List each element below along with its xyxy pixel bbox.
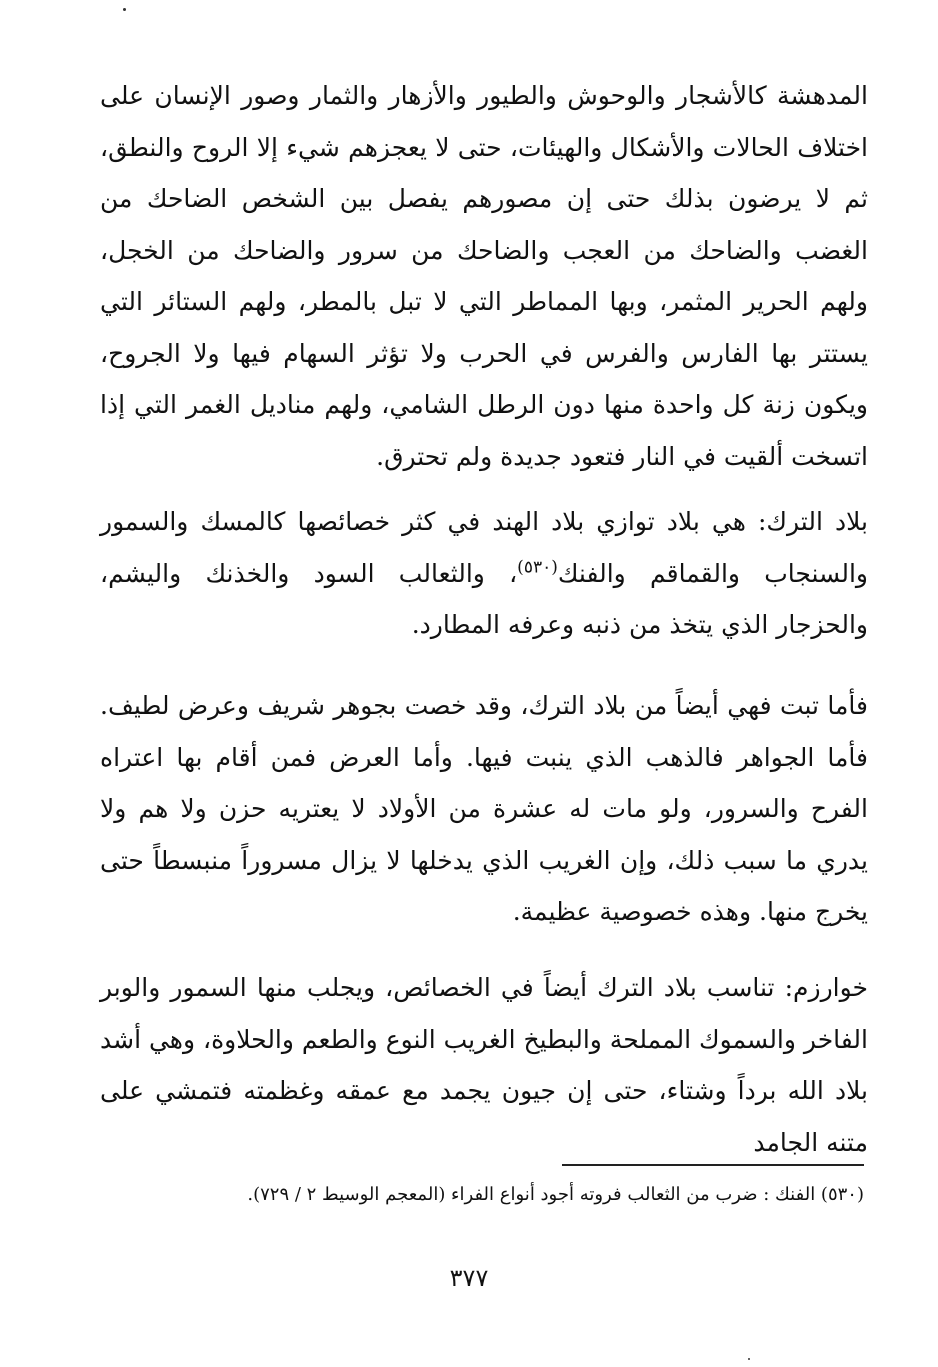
footnote-text: (٥٣٠) الفنك : ضرب من الثعالب فروته أجود أنواع الفراء (المعجم الوسيط ٢ / ٧٢٩). bbox=[247, 1184, 864, 1205]
paragraph-continued-description bbox=[100, 70, 868, 482]
paragraph-khwarazm bbox=[100, 962, 868, 1168]
scan-speck bbox=[123, 8, 126, 11]
paragraph-text: ، والثعالب السود والخذنك واليشم، والحزجار الذي يتخذ من ذنبه وعرفه المطارد. bbox=[100, 558, 868, 639]
paragraph-text: المدهشة كالأشجار والوحوش والطيور والأزهار والثمار وصور الإنسان على اختلاف الحالات والأشكال والهيئات، حتى لا يعجزهم شيء إلا الروح والنطق، ثم لا يرضون بذلك حتى إن مصورهم يفصل بين الشخص الضاحك من الغضب والضاحك من العجب والضاحك من سرور والضاحك من الخجل، ولهم الحرير المثمر، وبها المماطر التي لا تبل بالمطر، ولهم الستائر التي يستتر بها الفارس والفرس في الحرب ولا تؤثر السهام فيها ولا الجروح، ويكون زنة كل واحدة منها دون الرطل الشامي، ولهم مناديل الغمر التي إذا اتسخت ألقيت في النار فتعود جديدة ولم تحترق. bbox=[100, 81, 868, 471]
footnote bbox=[170, 1180, 864, 1210]
scan-speck bbox=[748, 1358, 750, 1360]
page-number: ٣٧٧ bbox=[449, 1264, 489, 1292]
paragraph-turk-lands bbox=[100, 496, 868, 651]
footnote-reference: (٥٣٠) bbox=[517, 557, 558, 578]
paragraph-text: بلاد الترك: هي بلاد توازي بلاد الهند في كثر خصائصها كالمسك والسمور والسنجاب والقماقم والفنك bbox=[100, 507, 868, 588]
paragraph-tibet bbox=[100, 680, 868, 938]
paragraph-text: فأما تبت فهي أيضاً من بلاد الترك، وقد خصت بجوهر شريف وعرض لطيف. فأما الجواهر فالذهب الذي ينبت فيها. وأما العرض فمن أقام بها اعتراه الفرح والسرور، ولو مات له عشرة من الأولاد لا يعتريه حزن ولا هم ولا يدري ما سبب ذلك، وإن الغريب الذي يدخلها لا يزال مسروراً منبسطاً حتى يخرج منها. وهذه خصوصية عظيمة. bbox=[100, 691, 868, 926]
footnote-divider bbox=[562, 1164, 864, 1166]
paragraph-text: خوارزم: تناسب بلاد الترك أيضاً في الخصائص، ويجلب منها السمور والوبر الفاخر والسموك المملحة والبطيخ الغريب النوع والطعم والحلاوة، وهي أشد بلاد الله برداً وشتاء، حتى إن جيون يجمد مع عمقه وغظمته فتمشي على متنه الجامد bbox=[100, 973, 868, 1157]
